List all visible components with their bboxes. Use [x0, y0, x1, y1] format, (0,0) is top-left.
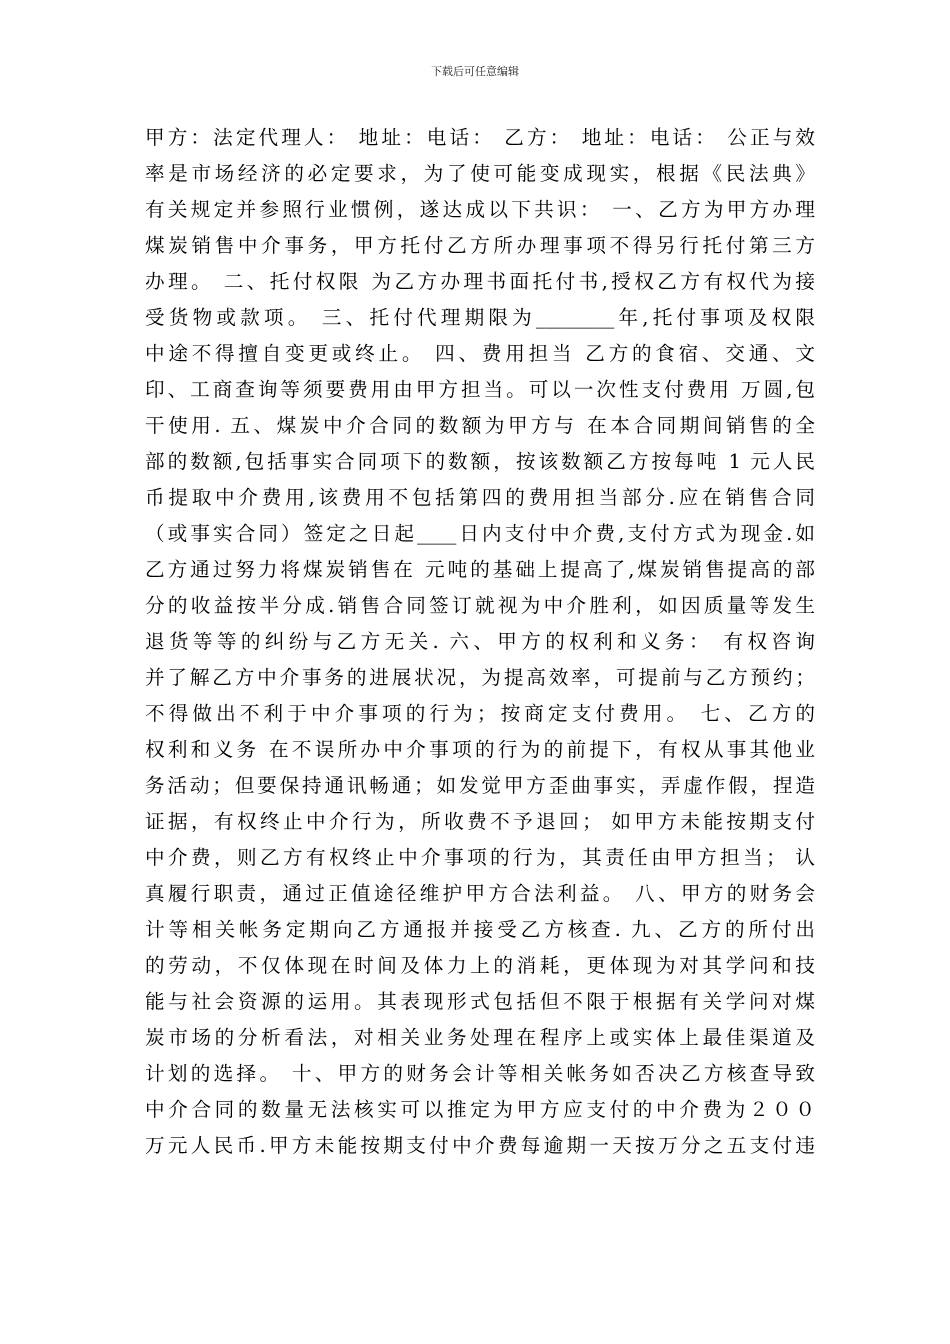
text-line: 受货物或款项。 三、托付代理期限为________年,托付事项及权限	[145, 306, 815, 329]
text-line: 权利和义务 在不误所办中介事项的行为的前提下，有权从事其他业	[145, 738, 815, 761]
text-line: 办理。 二、托付权限 为乙方办理书面托付书,授权乙方有权代为接	[145, 270, 815, 293]
text-line: （或事实合同）签定之日起____日内支付中介费,支付方式为现金.如	[145, 522, 815, 545]
text-line: 计划的选择。 十、甲方的财务会计等相关帐务如否决乙方核查导致	[145, 1062, 815, 1085]
text-line: 能与社会资源的运用。其表现形式包括但不限于根据有关学问对煤	[145, 990, 815, 1013]
text-line: 万元人民币.甲方未能按期支付中介费每逾期一天按万分之五支付违	[145, 1134, 815, 1157]
text-line: 务活动；但要保持通讯畅通；如发觉甲方歪曲事实，弄虚作假，捏造	[145, 774, 815, 797]
contract-body-text	[145, 120, 815, 1164]
text-line: 煤炭销售中介事务，甲方托付乙方所办理事项不得另行托付第三方	[145, 234, 815, 257]
text-line: 真履行职责，通过正值途径维护甲方合法利益。 八、甲方的财务会	[145, 882, 815, 905]
text-line: 的劳动，不仅体现在时间及体力上的消耗，更体现为对其学问和技	[145, 954, 815, 977]
page-header-note: 下载后可任意编辑	[431, 65, 519, 78]
text-line: 炭市场的分析看法，对相关业务处理在程序上或实体上最佳渠道及	[145, 1026, 815, 1049]
text-line: 分的收益按半分成.销售合同签订就视为中介胜利，如因质量等发生	[145, 594, 815, 617]
text-line: 率是市场经济的必定要求，为了使可能变成现实，根据《民法典》	[145, 162, 815, 185]
text-line: 币提取中介费用,该费用不包括第四的费用担当部分.应在销售合同	[145, 486, 815, 509]
text-line: 中介合同的数量无法核实可以推定为甲方应支付的中介费为２００	[145, 1098, 815, 1121]
text-line: 证据，有权终止中介行为，所收费不予退回； 如甲方未能按期支付	[145, 810, 815, 833]
text-line: 印、工商查询等须要费用由甲方担当。可以一次性支付费用 万圆,包	[145, 378, 815, 401]
text-line: 不得做出不利于中介事项的行为；按商定支付费用。 七、乙方的	[145, 702, 815, 725]
text-line: 有关规定并参照行业惯例，遂达成以下共识： 一、乙方为甲方办理	[145, 198, 815, 221]
text-line: 中途不得擅自变更或终止。 四、费用担当 乙方的食宿、交通、文	[145, 342, 815, 365]
text-line: 乙方通过努力将煤炭销售在 元吨的基础上提高了,煤炭销售提高的部	[145, 558, 815, 581]
text-line: 干使用. 五、煤炭中介合同的数额为甲方与 在本合同期间销售的全	[145, 414, 815, 437]
text-line: 退货等等的纠纷与乙方无关. 六、甲方的权利和义务： 有权咨询	[145, 630, 815, 653]
text-line: 中介费，则乙方有权终止中介事项的行为，其责任由甲方担当； 认	[145, 846, 815, 869]
text-line: 计等相关帐务定期向乙方通报并接受乙方核查. 九、乙方的所付出	[145, 918, 815, 941]
text-line: 部的数额,包括事实合同项下的数额，按该数额乙方按每吨 1 元人民	[145, 450, 815, 473]
text-line: 甲方：法定代理人： 地址：电话： 乙方： 地址：电话： 公正与效	[145, 126, 815, 149]
text-line: 并了解乙方中介事务的进展状况，为提高效率，可提前与乙方预约；	[145, 666, 815, 689]
